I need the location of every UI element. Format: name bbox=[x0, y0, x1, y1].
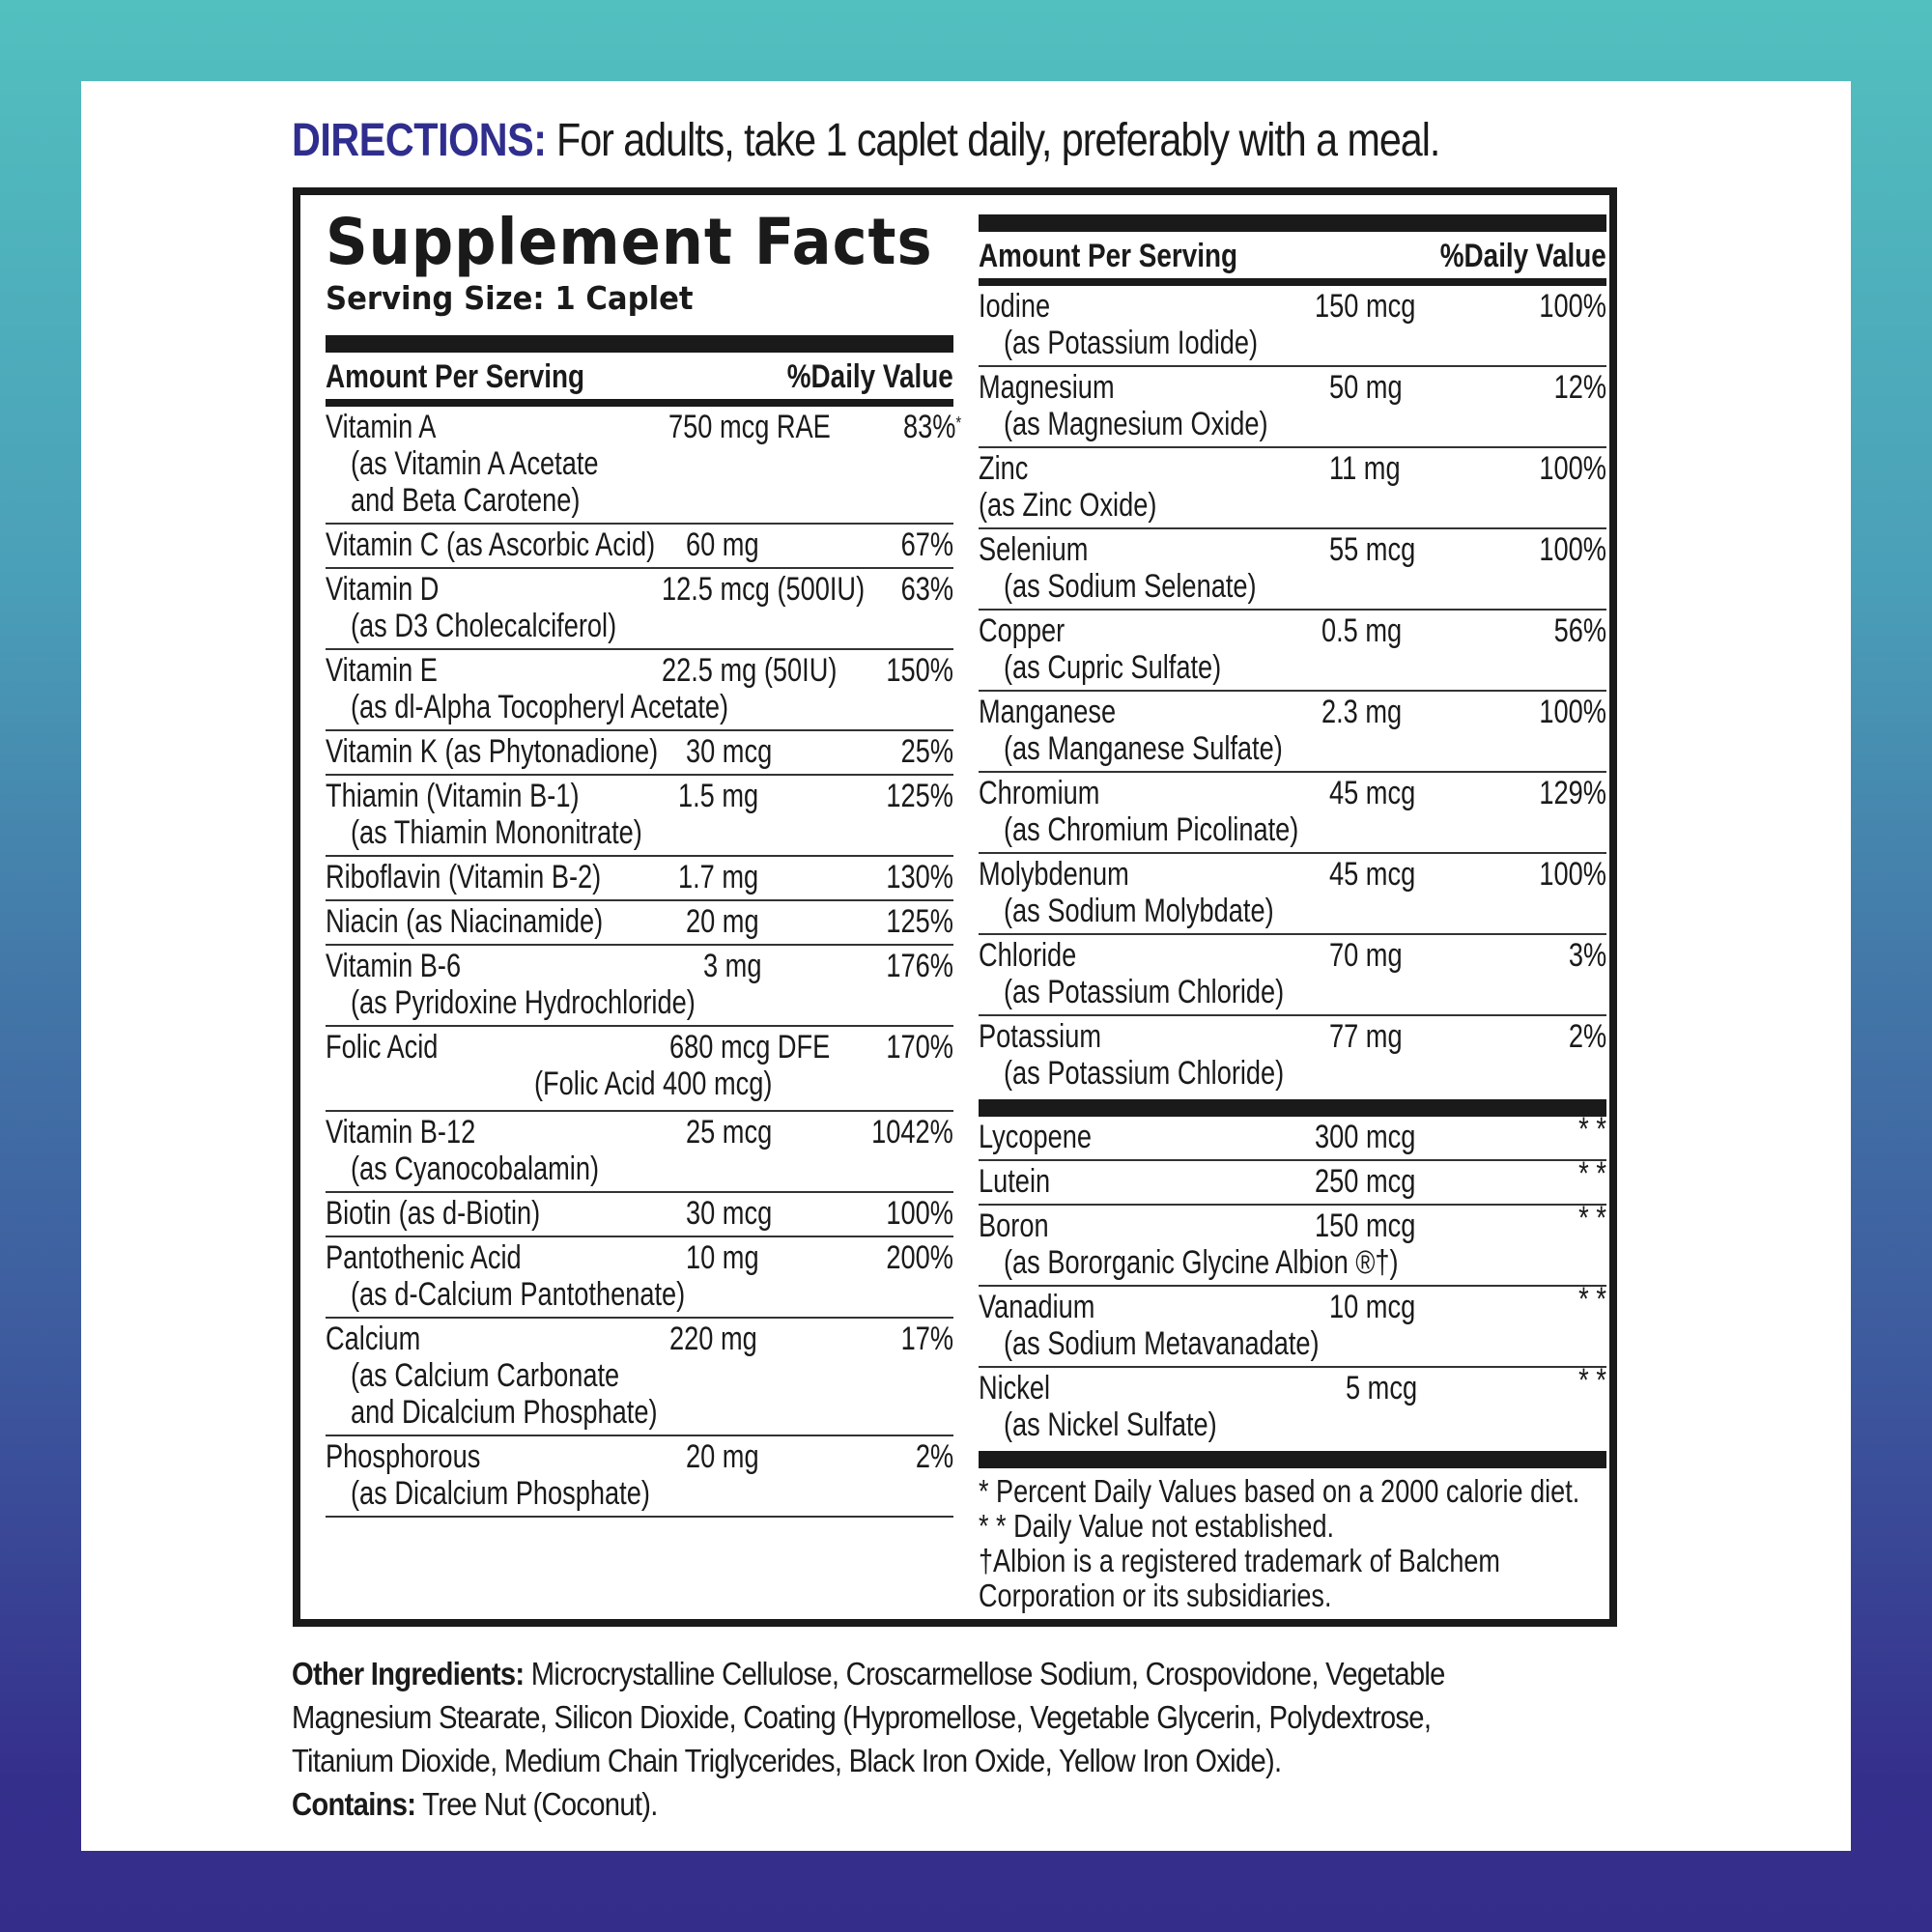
nutrient-name: Biotin (as d-Biotin) bbox=[326, 1194, 541, 1232]
nutrient-dv: 100% bbox=[1539, 693, 1606, 730]
nutrient-row-vitamin-a bbox=[326, 407, 961, 525]
nutrient-dv: 100% bbox=[1539, 530, 1606, 568]
nutrient-dv: 100% bbox=[1539, 287, 1606, 325]
divider-thick bbox=[326, 335, 953, 353]
nutrient-source: (as Nickel Sulfate) bbox=[1004, 1406, 1217, 1443]
facts-left-column bbox=[326, 195, 961, 1518]
nutrient-source: (as Pyridoxine Hydrochloride) bbox=[351, 983, 696, 1021]
nutrient-amount: 70 mg bbox=[1329, 936, 1403, 974]
directions-text: For adults, take 1 caplet daily, preferably with a meal. bbox=[546, 115, 1440, 166]
nutrient-row-chromium bbox=[979, 773, 1606, 854]
nutrient-name: Selenium bbox=[979, 530, 1089, 568]
nutrient-name: Niacin (as Niacinamide) bbox=[326, 902, 604, 940]
nutrient-source: (as D3 Cholecalciferol) bbox=[351, 607, 617, 644]
nutrient-amount: 5 mcg bbox=[1346, 1369, 1418, 1406]
nutrient-amount: 22.5 mg (50IU) bbox=[662, 651, 838, 689]
nutrient-source: (as Magnesium Oxide) bbox=[1004, 405, 1268, 442]
divider-thick bbox=[979, 1451, 1606, 1468]
nutrient-row-copper bbox=[979, 611, 1606, 692]
nutrient-name: Magnesium bbox=[979, 368, 1115, 406]
nutrient-source: (as Cyanocobalamin) bbox=[351, 1150, 600, 1187]
nutrient-source: (as d-Calcium Pantothenate) bbox=[351, 1275, 686, 1313]
other-ingredients-text: Magnesium Stearate, Silicon Dioxide, Coating (Hypromellose, Vegetable Glycerin, Polydextrose, bbox=[292, 1699, 1432, 1735]
nutrient-name: Chromium bbox=[979, 774, 1100, 811]
nutrient-list-left bbox=[326, 407, 961, 1518]
nutrient-dv: 129% bbox=[1539, 774, 1606, 811]
nutrient-dv: 67% bbox=[900, 526, 953, 563]
nutrient-row-biotin bbox=[326, 1193, 953, 1237]
other-ingredients-label: Other Ingredients: bbox=[292, 1656, 525, 1691]
nutrient-dv: 25% bbox=[900, 732, 953, 770]
nutrient-dv: 176% bbox=[886, 947, 953, 984]
serving-size: Serving Size: 1 Caplet bbox=[326, 279, 694, 317]
nutrient-amount-detail: (Folic Acid 400 mcg) bbox=[534, 1065, 773, 1102]
nutrient-source: (as Sodium Molybdate) bbox=[1004, 892, 1274, 929]
divider-medium bbox=[326, 399, 953, 407]
nutrient-dv bbox=[903, 409, 961, 445]
nutrient-source: (as Cupric Sulfate) bbox=[1004, 648, 1222, 686]
nutrient-source: (as Potassium Chloride) bbox=[1004, 1054, 1285, 1092]
nutrient-dv: 125% bbox=[886, 902, 953, 940]
nutrient-name: Riboflavin (Vitamin B-2) bbox=[326, 858, 602, 895]
nutrient-row-phosphorous bbox=[326, 1436, 953, 1518]
nutrient-source: (as Potassium Iodide) bbox=[1004, 324, 1259, 361]
nutrient-amount: 20 mg bbox=[686, 902, 759, 940]
header-amount: Amount Per Serving bbox=[979, 238, 1238, 274]
nutrient-row-pantothenic-acid bbox=[326, 1237, 953, 1319]
nutrient-row-vitamin-k bbox=[326, 731, 953, 776]
nutrient-row-vitamin-e bbox=[326, 650, 953, 731]
dv-footnote-mark: * bbox=[955, 412, 961, 433]
column-header bbox=[979, 232, 1606, 278]
nutrient-dv: 63% bbox=[900, 570, 953, 608]
nutrient-row-lutein bbox=[979, 1154, 1606, 1206]
nutrient-row-vitamin-c bbox=[326, 525, 953, 569]
nutrient-row-boron bbox=[979, 1199, 1606, 1287]
divider-medium bbox=[979, 278, 1606, 286]
directions bbox=[292, 115, 1440, 166]
nutrient-row-calcium bbox=[326, 1319, 953, 1436]
nutrient-name: Vitamin C (as Ascorbic Acid) bbox=[326, 526, 656, 563]
nutrient-name: Vitamin A bbox=[326, 408, 437, 445]
nutrient-source: and Dicalcium Phosphate) bbox=[351, 1393, 658, 1431]
divider-thick bbox=[979, 1099, 1606, 1117]
nutrient-amount: 60 mg bbox=[686, 526, 759, 563]
nutrient-name: Vitamin E bbox=[326, 651, 438, 689]
nutrient-source: (as Calcium Carbonate bbox=[351, 1356, 620, 1394]
nutrient-name: Thiamin (Vitamin B-1) bbox=[326, 777, 580, 814]
directions-label: DIRECTIONS: bbox=[292, 115, 547, 166]
other-ingredients-text: Titanium Dioxide, Medium Chain Triglycerides, Black Iron Oxide, Yellow Iron Oxide). bbox=[292, 1743, 1282, 1778]
nutrient-source: (as Thiamin Mononitrate) bbox=[351, 813, 642, 851]
nutrient-name: Calcium bbox=[326, 1320, 421, 1357]
nutrient-dv: 170% bbox=[886, 1028, 953, 1065]
nutrient-amount: 250 mcg bbox=[1315, 1162, 1416, 1200]
nutrient-dv: 3% bbox=[1568, 936, 1606, 974]
divider-thick bbox=[979, 214, 1606, 232]
nutrient-source: (as Bororganic Glycine Albion ®†) bbox=[1004, 1243, 1399, 1281]
nutrient-dv: 150% bbox=[886, 651, 953, 689]
nutrient-dv: 130% bbox=[886, 858, 953, 895]
nutrient-amount: 150 mcg bbox=[1315, 287, 1416, 325]
nutrient-row-niacin bbox=[326, 901, 953, 946]
nutrient-source: and Beta Carotene) bbox=[351, 481, 581, 519]
nutrient-name: Potassium bbox=[979, 1017, 1101, 1055]
nutrient-dv: 100% bbox=[1539, 449, 1606, 487]
dv-value: 83% bbox=[902, 408, 956, 445]
facts-title: Supplement Facts bbox=[326, 205, 933, 279]
nutrient-name: Boron bbox=[979, 1207, 1049, 1244]
nutrient-row-potassium bbox=[979, 1016, 1606, 1095]
nutrient-amount: 11 mg bbox=[1329, 449, 1401, 487]
header-daily-value: %Daily Value bbox=[786, 358, 953, 395]
footnote-trademark: †Albion is a registered trademark of Balchem bbox=[979, 1542, 1500, 1578]
nutrient-source: (as Sodium Selenate) bbox=[1004, 567, 1257, 605]
nutrient-name: Manganese bbox=[979, 693, 1117, 730]
footnote-percent-dv: * Percent Daily Values based on a 2000 calorie diet. bbox=[979, 1472, 1580, 1509]
nutrient-source: (as Vitamin A Acetate bbox=[351, 444, 599, 482]
nutrient-source: (as Chromium Picolinate) bbox=[1004, 810, 1299, 848]
nutrient-amount: 20 mg bbox=[686, 1437, 759, 1475]
nutrient-dv: 1042% bbox=[871, 1113, 953, 1151]
nutrient-row-vanadium bbox=[979, 1280, 1606, 1368]
nutrient-row-vitamin-d bbox=[326, 569, 953, 650]
nutrient-amount: 150 mcg bbox=[1315, 1207, 1416, 1244]
nutrient-name: Folic Acid bbox=[326, 1028, 439, 1065]
nutrient-name: Nickel bbox=[979, 1369, 1051, 1406]
nutrient-amount: 680 mcg DFE bbox=[669, 1028, 831, 1065]
nutrient-source: (as dl-Alpha Tocopheryl Acetate) bbox=[351, 688, 729, 725]
nutrient-name: Chloride bbox=[979, 936, 1077, 974]
footnotes bbox=[979, 1474, 1606, 1613]
nutrient-dv: 2% bbox=[1568, 1017, 1606, 1055]
nutrient-row-vitamin-b12 bbox=[326, 1112, 953, 1193]
nutrient-dv: 12% bbox=[1553, 368, 1606, 406]
header-daily-value: %Daily Value bbox=[1439, 238, 1606, 274]
nutrient-name: Pantothenic Acid bbox=[326, 1238, 522, 1276]
nutrient-row-nickel bbox=[979, 1361, 1606, 1447]
nutrient-amount: 1.5 mg bbox=[678, 777, 759, 814]
nutrient-row-thiamin bbox=[326, 776, 953, 857]
contains-label: Contains: bbox=[292, 1786, 416, 1822]
nutrient-name: Zinc bbox=[979, 449, 1029, 487]
nutrient-name: Iodine bbox=[979, 287, 1051, 325]
dv-not-established-mark: * * bbox=[1578, 1280, 1606, 1318]
nutrient-dv: 2% bbox=[915, 1437, 953, 1475]
nutrient-name: Vitamin K (as Phytonadione) bbox=[326, 732, 659, 770]
nutrient-name: Vitamin B-6 bbox=[326, 947, 462, 984]
nutrient-dv: 100% bbox=[1539, 855, 1606, 893]
nutrient-amount: 25 mcg bbox=[686, 1113, 773, 1151]
nutrient-amount: 300 mcg bbox=[1315, 1118, 1416, 1155]
dv-not-established-mark: * * bbox=[1578, 1154, 1606, 1192]
nutrient-dv: 17% bbox=[900, 1320, 953, 1357]
other-ingredients bbox=[292, 1652, 1644, 1826]
nutrient-dv: 56% bbox=[1553, 611, 1606, 649]
nutrient-name: Molybdenum bbox=[979, 855, 1129, 893]
nutrient-name: Phosphorous bbox=[326, 1437, 481, 1475]
nutrient-amount: 3 mg bbox=[703, 947, 762, 984]
nutrient-row-folic-acid bbox=[326, 1027, 953, 1112]
nutrient-name: Lutein bbox=[979, 1162, 1051, 1200]
nutrient-dv: 100% bbox=[886, 1194, 953, 1232]
nutrient-source: (as Manganese Sulfate) bbox=[1004, 729, 1283, 767]
nutrient-row-molybdenum bbox=[979, 854, 1606, 935]
nutrient-name: Copper bbox=[979, 611, 1065, 649]
nutrient-amount: 0.5 mg bbox=[1321, 611, 1403, 649]
nutrient-amount: 45 mcg bbox=[1329, 774, 1416, 811]
footnote-dv-not-established: * * Daily Value not established. bbox=[979, 1507, 1335, 1544]
nutrient-amount: 77 mg bbox=[1329, 1017, 1403, 1055]
nutrient-amount: 220 mg bbox=[669, 1320, 757, 1357]
nutrient-name: Vitamin D bbox=[326, 570, 440, 608]
nutrient-dv: 200% bbox=[886, 1238, 953, 1276]
nutrient-dv: 125% bbox=[886, 777, 953, 814]
nutrient-list-right bbox=[979, 286, 1606, 1613]
nutrient-amount: 55 mcg bbox=[1329, 530, 1416, 568]
nutrient-row-chloride bbox=[979, 935, 1606, 1016]
nutrient-amount: 50 mg bbox=[1329, 368, 1403, 406]
nutrient-row-iodine bbox=[979, 286, 1606, 367]
header-amount: Amount Per Serving bbox=[326, 358, 585, 395]
nutrient-amount: 30 mcg bbox=[686, 1194, 773, 1232]
facts-right-column bbox=[979, 195, 1606, 1613]
nutrient-source: (as Dicalcium Phosphate) bbox=[351, 1474, 650, 1512]
nutrient-name: Vanadium bbox=[979, 1288, 1095, 1325]
nutrient-amount: 10 mg bbox=[686, 1238, 759, 1276]
nutrient-name: Lycopene bbox=[979, 1118, 1092, 1155]
nutrient-amount: 10 mcg bbox=[1329, 1288, 1416, 1325]
nutrient-amount: 750 mcg RAE bbox=[668, 408, 831, 445]
nutrient-amount: 2.3 mg bbox=[1321, 693, 1403, 730]
nutrient-source: (as Zinc Oxide) bbox=[979, 486, 1157, 524]
nutrient-row-lycopene bbox=[979, 1110, 1606, 1161]
nutrient-amount: 1.7 mg bbox=[678, 858, 759, 895]
nutrient-row-riboflavin bbox=[326, 857, 953, 901]
column-header bbox=[326, 353, 953, 399]
nutrient-name: Vitamin B-12 bbox=[326, 1113, 476, 1151]
nutrient-amount: 45 mcg bbox=[1329, 855, 1416, 893]
nutrient-source: (as Sodium Metavanadate) bbox=[1004, 1324, 1320, 1362]
nutrient-amount: 30 mcg bbox=[686, 732, 773, 770]
footnote-trademark-cont: Corporation or its subsidiaries. bbox=[979, 1577, 1332, 1613]
dv-not-established-mark: * * bbox=[1578, 1361, 1606, 1399]
nutrient-amount: 12.5 mcg (500IU) bbox=[662, 570, 866, 608]
nutrient-source: (as Potassium Chloride) bbox=[1004, 973, 1285, 1010]
supplement-facts-box bbox=[293, 187, 1617, 1627]
label-panel bbox=[81, 81, 1851, 1851]
dv-not-established-mark: * * bbox=[1578, 1110, 1606, 1148]
nutrient-row-magnesium bbox=[979, 367, 1606, 448]
nutrient-row-manganese bbox=[979, 692, 1606, 773]
nutrient-row-selenium bbox=[979, 529, 1606, 611]
other-ingredients-text: Microcrystalline Cellulose, Croscarmellose Sodium, Crospovidone, Vegetable bbox=[524, 1656, 1445, 1691]
nutrient-row-vitamin-b6 bbox=[326, 946, 953, 1027]
nutrient-row-zinc bbox=[979, 448, 1606, 529]
contains-text: Tree Nut (Coconut). bbox=[415, 1786, 658, 1822]
dv-not-established-mark: * * bbox=[1578, 1199, 1606, 1236]
